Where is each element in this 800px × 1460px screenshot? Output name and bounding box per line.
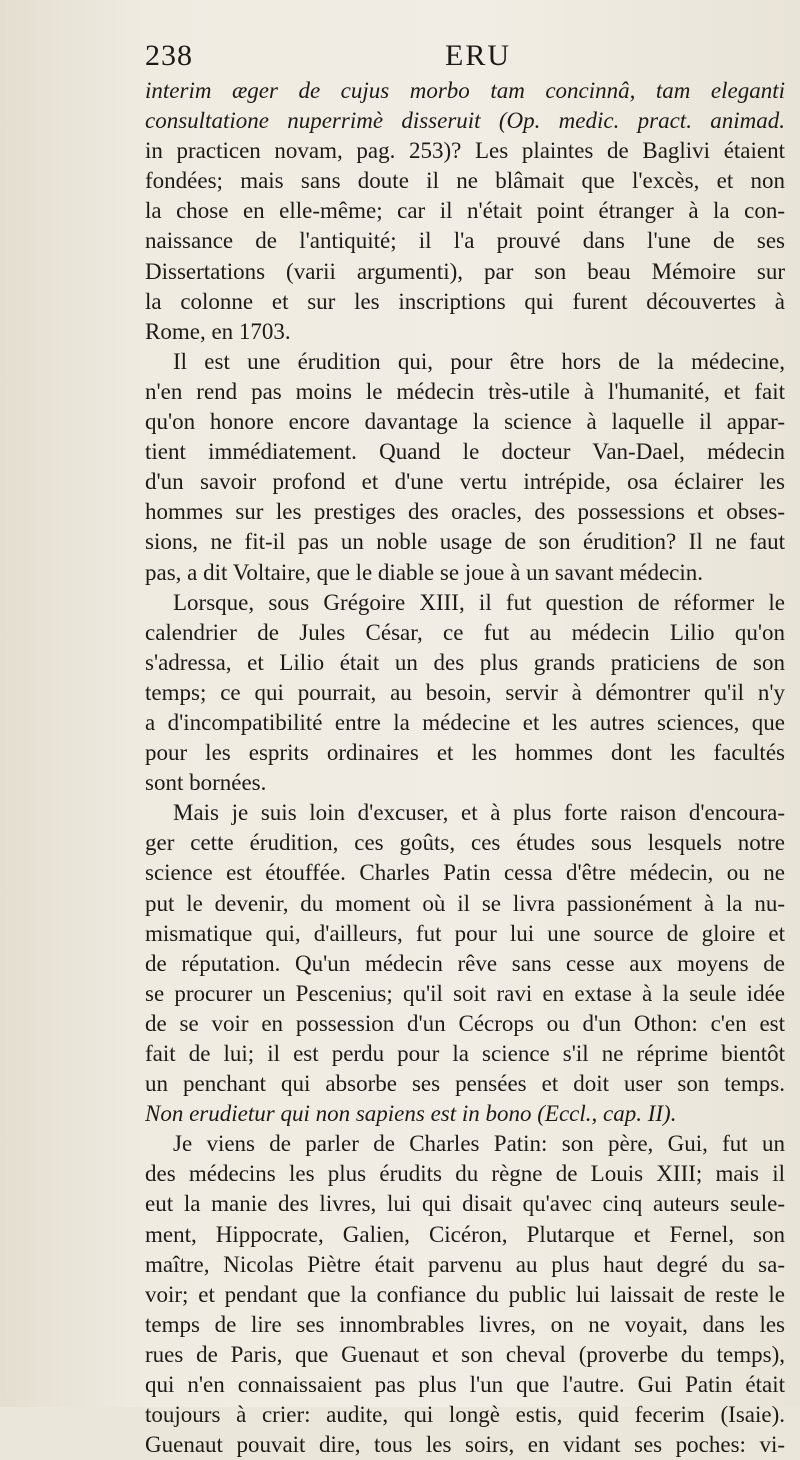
text-line: temps de lire ses innombrables livres, on ne voyait, dans les (145, 1311, 785, 1337)
text-line: pour les esprits ordinaires et les hommes dont les facultés (145, 740, 785, 766)
text-line: Rome, en 1703. (145, 318, 291, 344)
text-line: de réputation. Qu'un médecin rêve sans cesse aux moyens de (145, 950, 785, 976)
text-line: Dissertations (varii argumenti), par son beau Mémoire sur (145, 258, 785, 284)
text-line: a d'incompatibilité entre la médecine et les autres sciences, que (145, 709, 785, 735)
text-line: naissance de l'antiquité; il l'a prouvé dans l'une de ses (145, 228, 785, 254)
text-line: ger cette érudition, ces goûts, ces études sous lesquels notre (145, 830, 785, 856)
text-line: pas, a dit Voltaire, que le diable se joue à un savant médecin. (145, 559, 704, 585)
running-head: ERU (445, 39, 511, 72)
text-line: toujours à crier: audite, qui longè estis, quid fecerim (Isaie). (145, 1402, 785, 1428)
text-line: des médecins les plus érudits du règne de Louis XIII; mais il (145, 1161, 785, 1187)
text-line: sions, ne fit-il pas un noble usage de son érudition? Il ne faut (145, 529, 785, 555)
text-line: sont bornées. (145, 770, 267, 796)
text-line: qui n'en connaissaient pas plus l'un que l'autre. Gui Patin était (145, 1372, 785, 1398)
text-line: s'adressa, et Lilio était un des plus grands praticiens de son (145, 649, 785, 675)
text-line: hommes sur les prestiges des oracles, des possessions et obses- (145, 499, 785, 525)
text-line: put le devenir, du moment où il se livra passionément à la nu- (145, 890, 785, 916)
text-line: Lorsque, sous Grégoire XIII, il fut question de réformer le (173, 589, 785, 615)
text-line: qu'on honore encore davantage la science à laquelle il appar- (145, 409, 785, 435)
text-line: la colonne et sur les inscriptions qui furent découvertes à (145, 288, 785, 314)
text-line: Je viens de parler de Charles Patin: son père, Gui, fut un (173, 1131, 785, 1157)
text-line: se procurer un Pescenius; qu'il soit ravi en extase à la seule idée (145, 980, 785, 1006)
text-line: temps; ce qui pourrait, au besoin, servir à démontrer qu'il n'y (145, 679, 785, 705)
text-line: science est étouffée. Charles Patin cessa d'être médecin, ou ne (145, 860, 785, 886)
text-line: rues de Paris, que Guenaut et son cheval (proverbe du temps), (145, 1341, 785, 1367)
text-line: voir; et pendant que la confiance du public lui laissait de reste le (145, 1281, 785, 1307)
text-line: consultatione nuperrimè disseruit (Op. medic. pract. animad. (145, 108, 785, 134)
text-line: tient immédiatement. Quand le docteur Van-Dael, médecin (145, 439, 785, 465)
body-text (145, 76, 785, 1460)
text-line: mismatique qui, d'ailleurs, fut pour lui une source de gloire et (145, 920, 785, 946)
text-line: Mais je suis loin d'excuser, et à plus forte raison d'encoura- (173, 800, 785, 826)
text-line: fondées; mais sans doute il ne blâmait que l'excès, et non (145, 168, 785, 194)
text-line: in practicen novam, pag. 253)? Les plaintes de Baglivi étaient (145, 138, 785, 164)
text-line: Il est une érudition qui, pour être hors de la médecine, (173, 348, 785, 374)
text-line: fait de lui; il est perdu pour la science s'il ne réprime bientôt (145, 1041, 785, 1066)
text-line: n'en rend pas moins le médecin très-utile à l'humanité, et fait (145, 378, 785, 404)
text-line: Guenaut pouvait dire, tous les soirs, en vidant ses poches: vi- (145, 1432, 785, 1458)
page-number: 238 (145, 39, 193, 72)
text-line: la chose en elle-même; car il n'était point étranger à la con- (145, 198, 785, 224)
text-line: d'un savoir profond et d'une vertu intrépide, osa éclairer les (145, 469, 785, 495)
text-line: de se voir en possession d'un Cécrops ou d'un Othon: c'en est (145, 1010, 785, 1036)
text-line: ment, Hippocrate, Galien, Cicéron, Plutarque et Fernel, son (145, 1221, 785, 1247)
page-header (145, 36, 785, 76)
text-line: interim æger de cujus morbo tam concinnâ, tam eleganti (145, 78, 785, 103)
text-line: Non erudietur qui non sapiens est in bono (Eccl., cap. II). (145, 1101, 677, 1127)
text-line: un penchant qui absorbe ses pensées et doit user son temps. (145, 1071, 785, 1097)
text-line: maître, Nicolas Piètre était parvenu au plus haut degré du sa- (145, 1251, 785, 1277)
text-line: calendrier de Jules César, ce fut au médecin Lilio qu'on (145, 619, 785, 645)
text-line: eut la manie des livres, lui qui disait qu'avec cinq auteurs seule- (145, 1191, 785, 1217)
